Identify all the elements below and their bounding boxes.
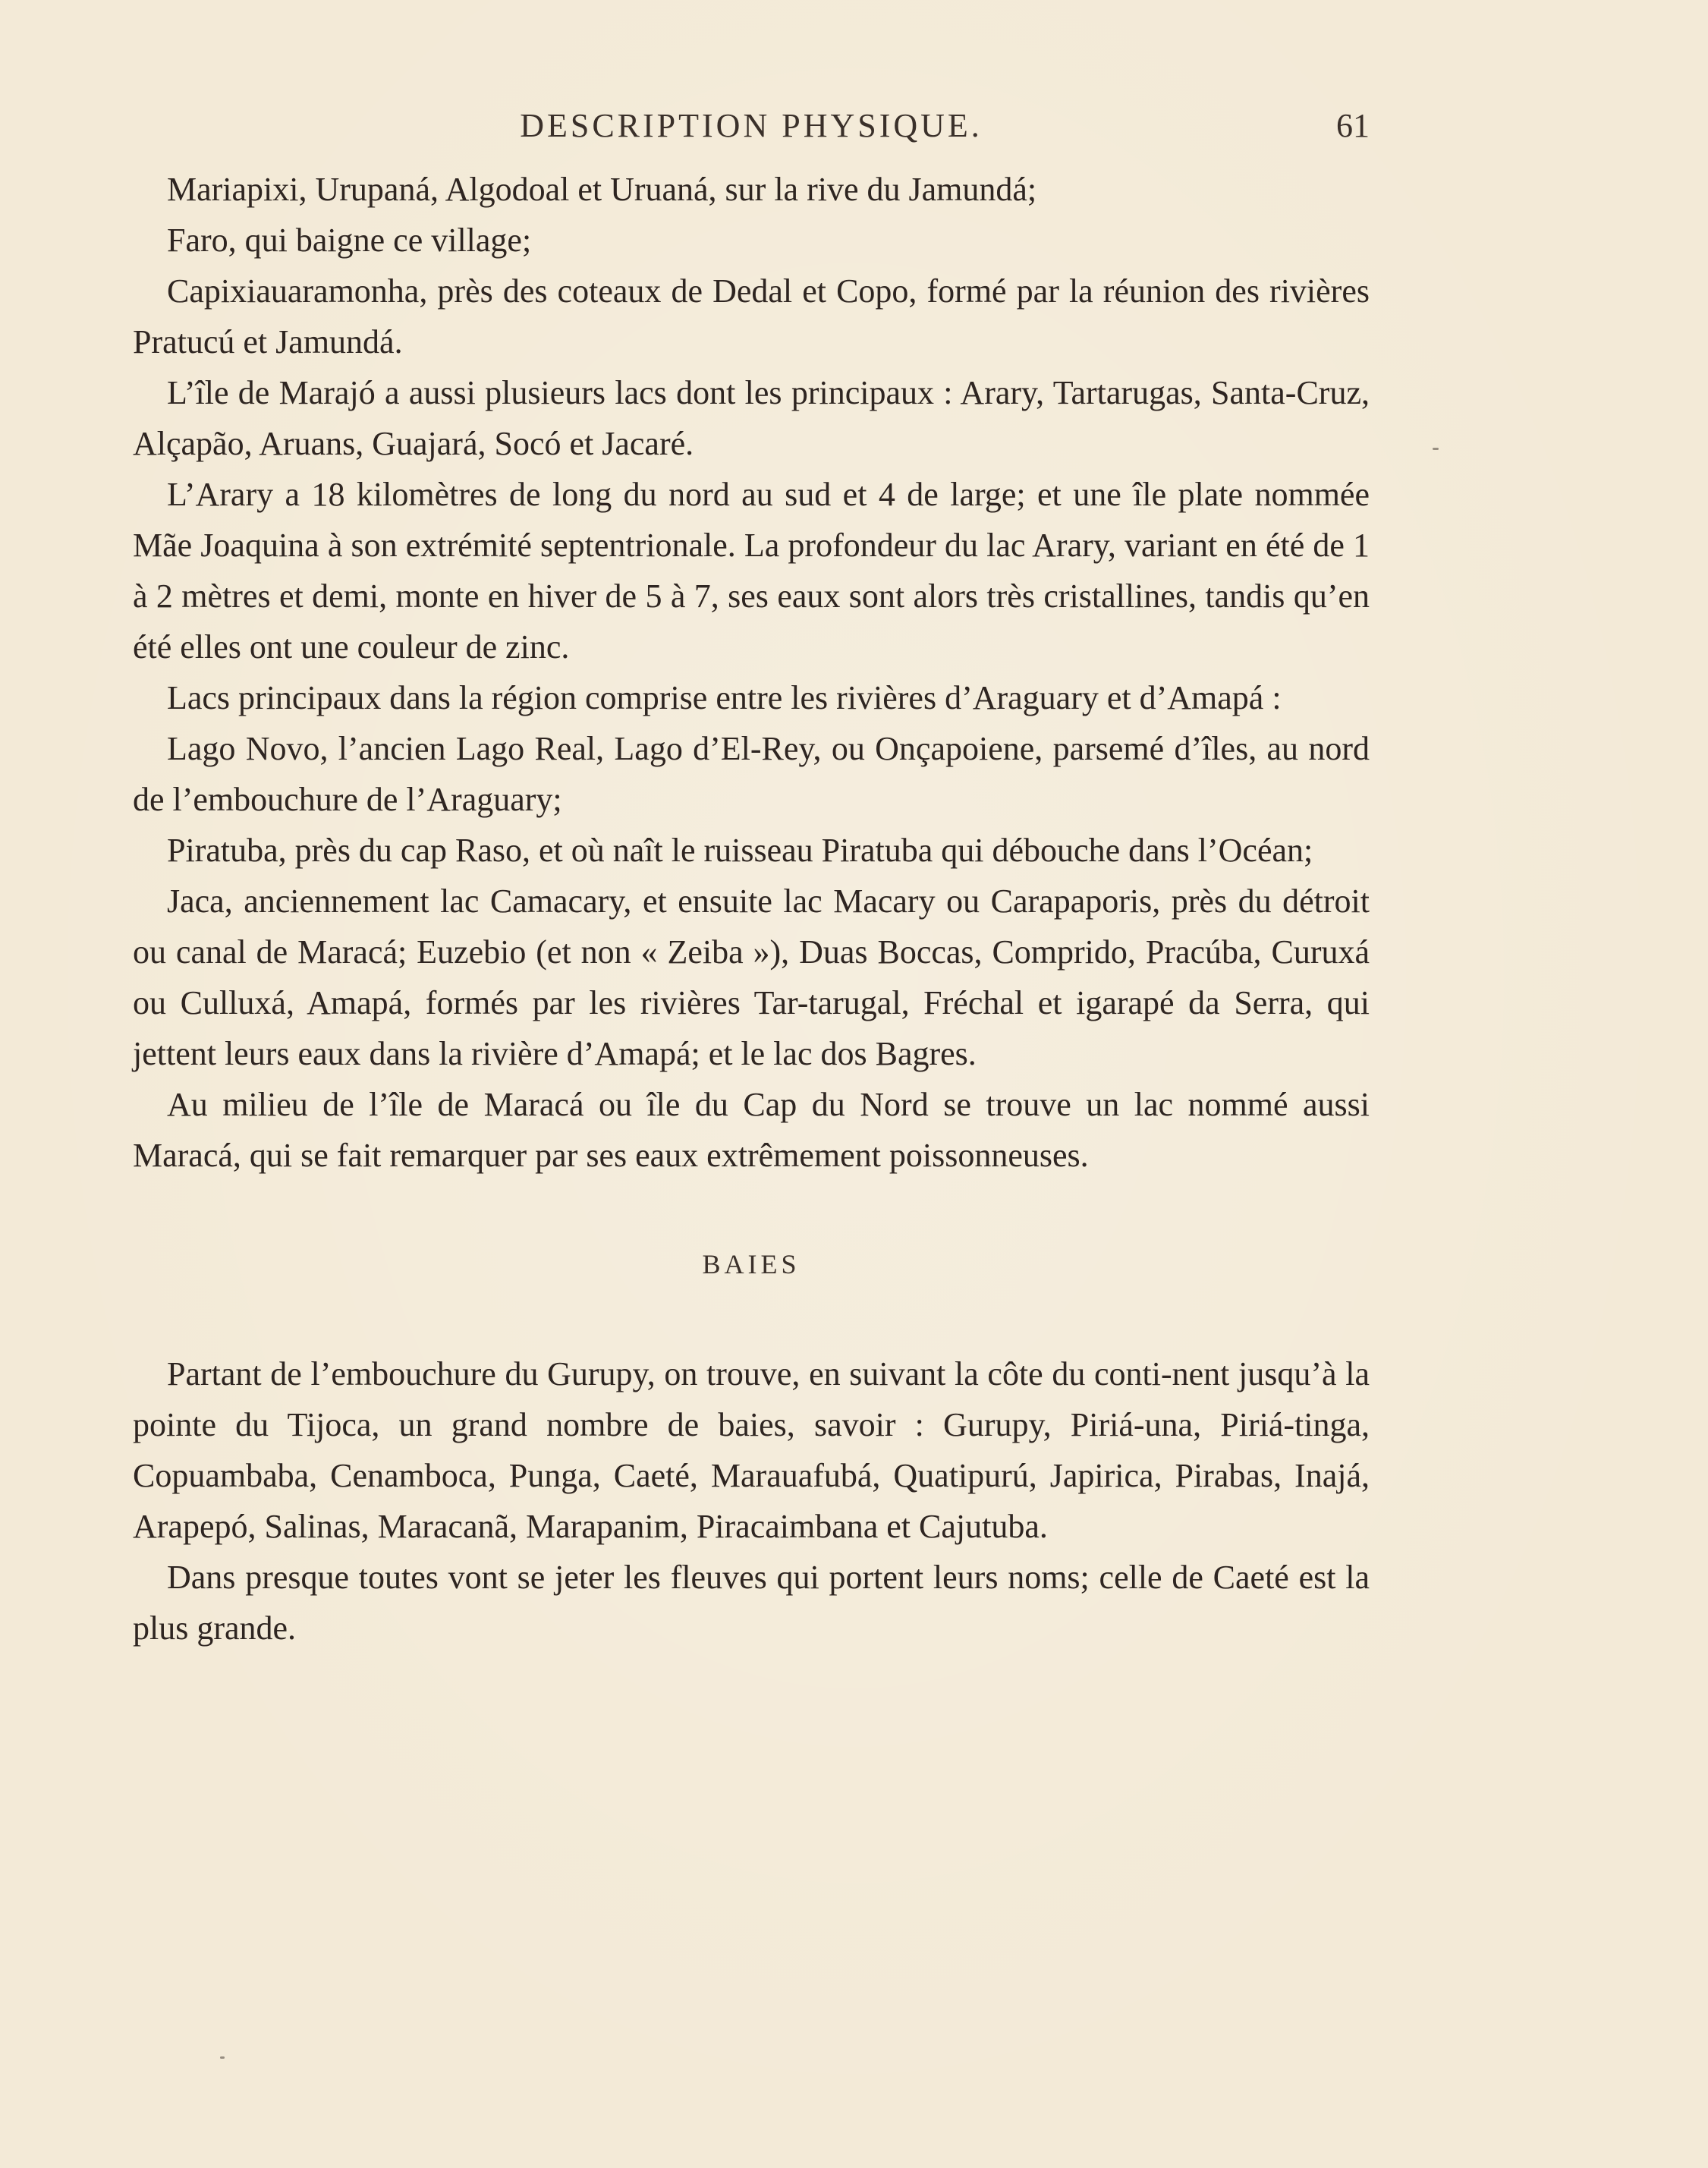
main-text xyxy=(133,164,1370,1654)
paragraph: Piratuba, près du cap Raso, et où naît le ruisseau Piratuba qui débouche dans l’Océan; xyxy=(167,832,1313,869)
page-header xyxy=(133,106,1370,152)
paragraph: Mariapixi, Urupaná, Algodoal et Uruaná, sur la rive du Jamundá; xyxy=(167,171,1037,208)
section-heading: BAIES xyxy=(702,1249,801,1279)
ink-speck xyxy=(220,2056,225,2059)
paragraph: L’île de Marajó a aussi plusieurs lacs dont les principaux : Arary, Tartarugas, Santa-Cruz, Alçapão, Aruans, Guajará, Socó et Jacaré. xyxy=(133,374,1370,462)
paragraph: L’Arary a 18 kilomètres de long du nord au sud et 4 de large; et une île plate nommée Mãe Joaquina à son extrémité septentrionale. La profondeur du lac Arary, variant en été de 1 à 2 mètres et demi, monte en hiver de 5 à 7, ses eaux sont alors très cristallines, tandis qu’en été elles ont une couleur de zinc. xyxy=(133,476,1370,666)
page-number: 61 xyxy=(1336,107,1370,144)
paragraph: Dans presque toutes vont se jeter les fleuves qui portent leurs noms; celle de Caeté est la plus grande. xyxy=(133,1559,1370,1647)
paragraph: Jaca, anciennement lac Camacary, et ensuite lac Macary ou Carapaporis, près du détroit ou canal de Maracá; Euzebio (et non « Zeiba »), Duas Boccas, Comprido, Pracúba, Curuxá ou Culluxá, Amapá, formés par les rivières Tar-tarugal, Fréchal et igarapé da Serra, qui jettent leurs eaux dans la rivière d’Amapá; et le lac dos Bagres. xyxy=(133,883,1370,1072)
paragraph: Lacs principaux dans la région comprise entre les rivières d’Araguary et d’Amapá : xyxy=(167,679,1282,716)
running-title: DESCRIPTION PHYSIQUE. xyxy=(520,107,983,144)
paragraph: Au milieu de l’île de Maracá ou île du Cap du Nord se trouve un lac nommé aussi Maracá, qui se fait remarquer par ses eaux extrêmement poissonneuses. xyxy=(133,1086,1370,1174)
paragraph: Partant de l’embouchure du Gurupy, on trouve, en suivant la côte du conti-nent jusqu’à la pointe du Tijoca, un grand nombre de baies, savoir : Gurupy, Piriá-una, Piriá-tinga, Copuambaba, Cenamboca, Punga, Caeté, Marauafubá, Quatipurú, Japirica, Pirabas, Inajá, Arapepó, Salinas, Maracanã, Marapanim, Piracaimbana et Cajutuba. xyxy=(133,1355,1370,1545)
paragraph: Capixiauaramonha, près des coteaux de Dedal et Copo, formé par la réunion des rivières Pratucú et Jamundá. xyxy=(133,272,1370,360)
paragraph: Faro, qui baigne ce village; xyxy=(167,222,532,259)
paragraph: Lago Novo, l’ancien Lago Real, Lago d’El-Rey, ou Onçapoiene, parsemé d’îles, au nord de l’embouchure de l’Araguary; xyxy=(133,730,1370,818)
ink-speck xyxy=(1433,448,1439,450)
